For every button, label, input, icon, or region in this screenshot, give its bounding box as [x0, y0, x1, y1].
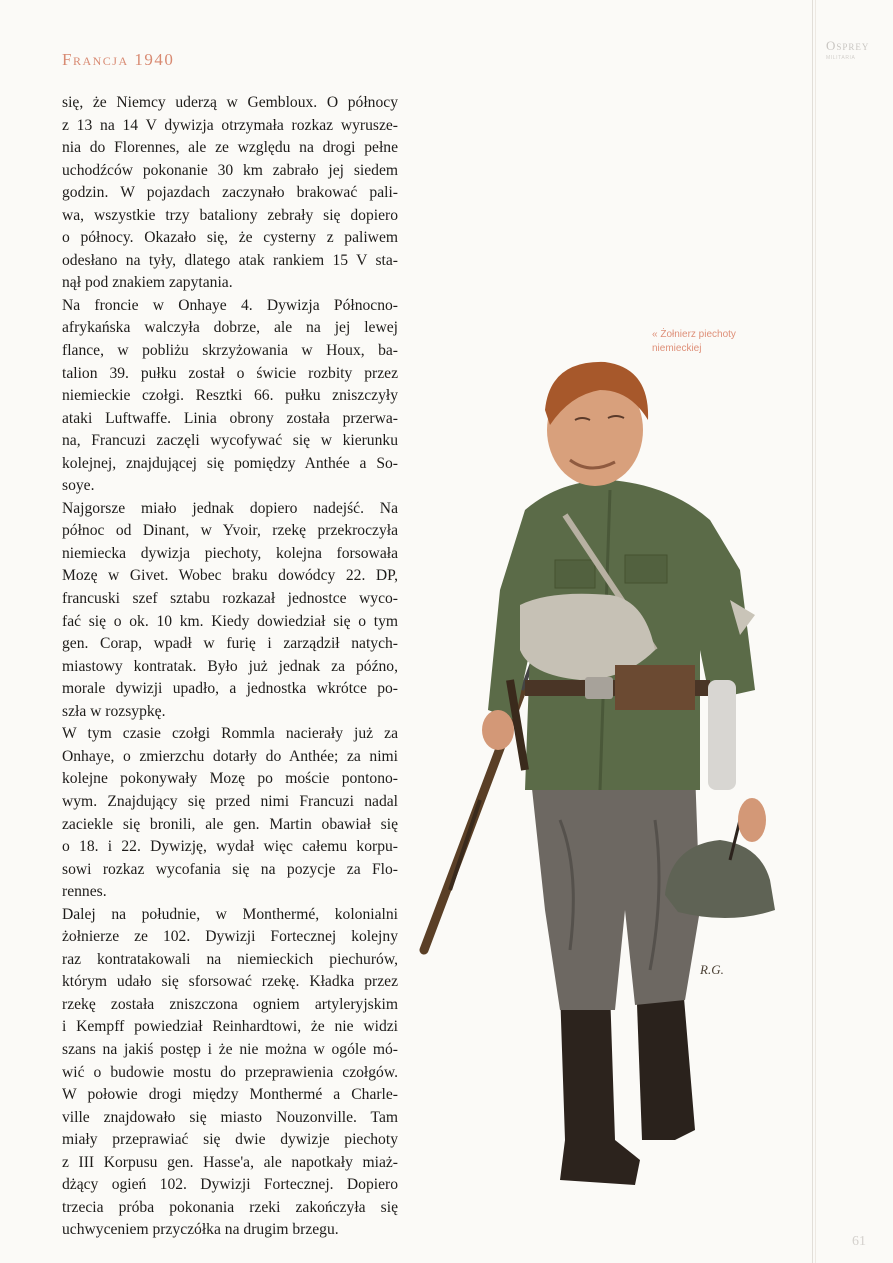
body-line: wić o budowie mostu do przeprawienia czołgów. — [62, 1063, 398, 1081]
body-line: z 13 na 14 V dywizja otrzymała rozkaz wyrusze- — [62, 116, 398, 134]
body-line: Dalej na południe, w Monthermé, kolonialni — [62, 905, 398, 923]
head — [545, 362, 648, 486]
body-line: miały przeprawiać się dwie dywizje piechoty — [62, 1131, 398, 1149]
body-line: się, że Niemcy uderzą w Gembloux. O północy — [62, 94, 398, 111]
body-line: afrykańska walczyła dobrze, ale na jej lewej — [62, 319, 398, 337]
body-line: godzin. W pojazdach zaczynało brakować pali- — [62, 184, 398, 202]
body-line: zaciekle się bronili, ale gen. Martin obawiał się — [62, 815, 398, 833]
body-line: Onhaye, o zmierzchu dotarły do Anthée; za nimi — [62, 747, 398, 765]
body-line: W połowie drogi między Monthermé a Charle- — [62, 1086, 398, 1104]
body-line: o północy. Okazało się, że cysterny z paliwem — [62, 229, 398, 247]
body-line: o 18. i 22. Dywizję, wydał więc całemu korpu- — [62, 838, 398, 856]
running-header: Francja 1940 — [62, 50, 175, 69]
artist-signature: R.G. — [700, 962, 724, 977]
soldier-illustration — [410, 350, 810, 1210]
body-line: flance, w pobliżu skrzyżowania w Houx, ba- — [62, 342, 398, 360]
body-line: Najgorsze miało jednak dopiero nadejść. Na — [62, 499, 398, 517]
body-line: którym udało się sforsować rzekę. Kładka przez — [62, 973, 398, 991]
body-line: z III Korpusu gen. Hasse'a, ale napotkały miaż- — [62, 1153, 398, 1171]
body-line: talion 39. pułku został o świcie rozbity przez — [62, 364, 398, 382]
body-line: wa, wszystkie trzy bataliony zebrały się dopiero — [62, 206, 398, 224]
body-line: rennes. — [62, 883, 107, 901]
body-line: żołnierze ze 102. Dywizji Fortecznej kolejny — [62, 928, 398, 946]
body-line: fać się o ok. 10 km. Kiedy dowiedział się o tym — [62, 612, 398, 630]
body-line: soye. — [62, 477, 95, 495]
publisher-logo-sub: MILITARIA — [826, 55, 856, 61]
body-line: W tym czasie czołgi Rommla nacierały już za — [62, 725, 398, 743]
body-line: wym. Znajdujący się przed nimi Francuzi nadal — [62, 792, 398, 810]
body-line: ville znajdowało się miasto Nouzonville. Tam — [62, 1108, 398, 1126]
body-line: uchodźców pokonanie 30 km zabrało jej siedem — [62, 161, 398, 179]
margin-rule — [812, 0, 813, 1263]
body-line: odesłano na tyły, dlatego atak rankiem 15 V sta- — [62, 251, 398, 269]
body-line: ataki Luftwaffe. Linia obrony została przerwa- — [62, 409, 398, 427]
body-line: północ od Dinant, w Yvoir, rzekę przekroczyła — [62, 522, 398, 540]
body-line: rzekę została zniszczona ogniem artyleryjskim — [62, 995, 398, 1013]
body-line: sowi rozkaz wycofania się na pozycje za Flo- — [62, 860, 398, 878]
body-line: Mozę w Givet. Wobec braku dowódcy 22. DP, — [62, 567, 398, 585]
body-line: raz kontratakowali na niemieckich piechurów, — [62, 950, 398, 968]
publisher-logo: Osprey — [826, 38, 870, 53]
body-line: szła w rozsypkę. — [62, 702, 166, 720]
body-line: na, Francuzi zaczęli wycofywać się w kierunku — [62, 432, 398, 450]
body-line: i Kempff powiedział Reinhardtowi, że nie widzi — [62, 1018, 398, 1036]
body-line: kolejnej, znajdującej się pomiędzy Anthée a So- — [62, 454, 398, 472]
page-number: 61 — [852, 1234, 866, 1249]
body-line: nia do Florennes, ale ze względu na drogi pełne — [62, 139, 398, 157]
body-line: szans na jakiś postęp i że nie można w ogóle mó- — [62, 1040, 398, 1058]
body-line: trzecia próba pokonania rzeki zakończyła się — [62, 1198, 398, 1216]
body-line: gen. Corap, wpadł w furię i zarządził natych- — [62, 635, 398, 653]
illustration-caption: « Żołnierz piechoty niemieckiej — [652, 329, 736, 354]
body-line: Na froncie w Onhaye 4. Dywizja Północno- — [62, 296, 398, 314]
body-line: niemieckie czołgi. Resztki 66. pułku zniszczyły — [62, 387, 398, 405]
body-line: niemiecka dywizja piechoty, kolejna forsowała — [62, 544, 398, 562]
body-line: kolejne pokonywały Mozę po moście pontono- — [62, 770, 398, 788]
body-line: francuski szef sztabu rozkazał jednostce wyco- — [62, 590, 398, 608]
body-line: nął pod znakiem zapytania. — [62, 274, 233, 292]
margin-rule-inner — [815, 0, 816, 1263]
body-line: uchwyceniem przyczółka na drugim brzegu. — [62, 1221, 339, 1239]
body-line: morale dywizji upadło, a jednostka wkrótce po- — [62, 680, 398, 698]
body-line: miastowy kontratak. Było już jednak za późno, — [62, 657, 398, 675]
body-text — [62, 92, 398, 1242]
body-line: dżący ogień 102. Dywizji Fortecznej. Dopiero — [62, 1176, 398, 1194]
